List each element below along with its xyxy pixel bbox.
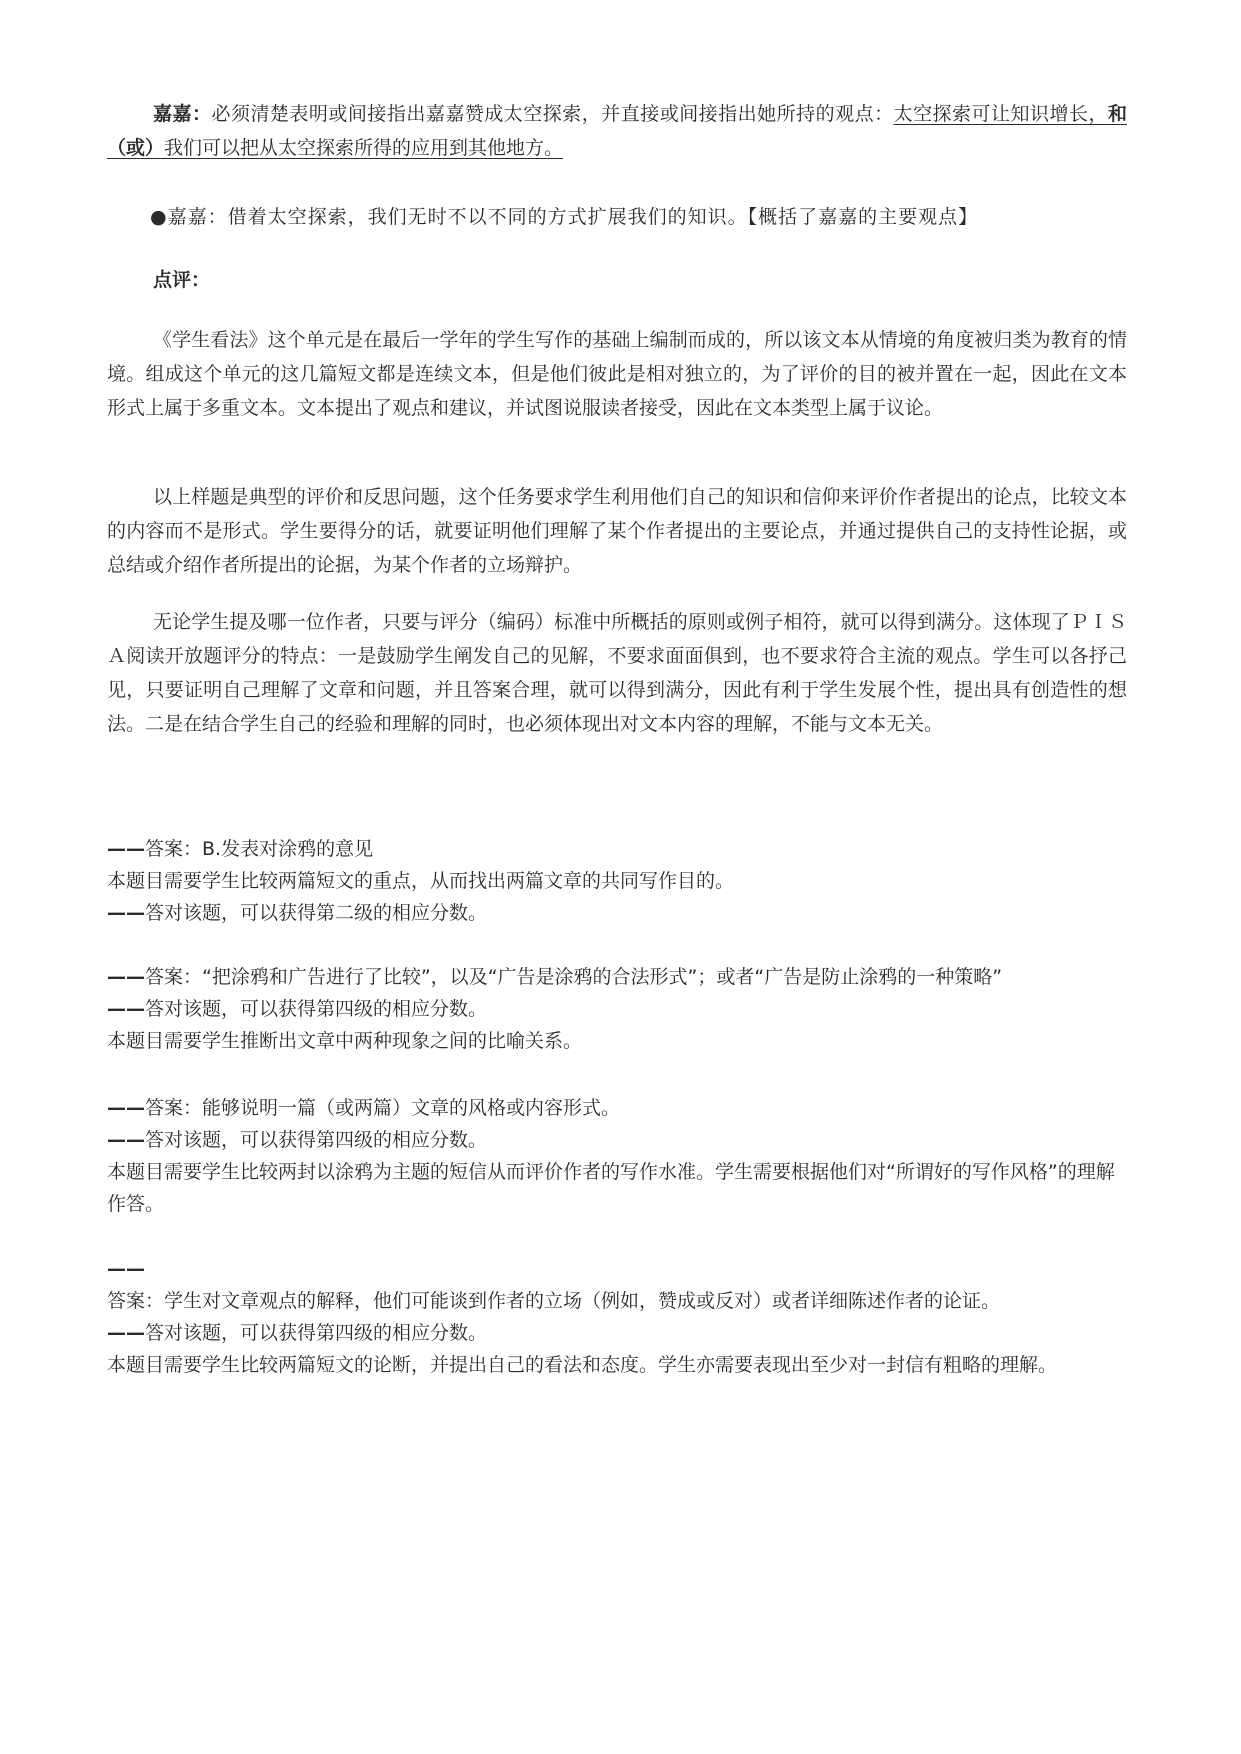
- comment-paragraph-1: 《学生看法》这个单元是在最后一学年的学生写作的基础上编制而成的，所以该文本从情境的角度被归类为教育的情境。组成这个单元的这几篇短文都是连续文本，但是他们彼此是相对独立的，为了评价的目的被并置在一起，因此在文本形式上属于多重文本。文本提出了观点和建议，并试图说服读者接受，因此在文本类型上属于议论。: [107, 329, 1127, 419]
- dash-mark: ——: [107, 902, 145, 924]
- jiajia-example-answer: [150, 200, 1130, 234]
- answer-block-2: [107, 961, 1127, 1057]
- answer-explanation: 本题目需要学生比较两篇短文的重点，从而找出两篇文章的共同写作目的。: [107, 870, 735, 892]
- dash-mark: ——: [107, 1097, 145, 1119]
- comment-heading: 点评：: [153, 269, 211, 291]
- jiajia-criteria-paragraph: [107, 97, 1127, 165]
- answer-text: 答案：B.发表对涂鸦的意见: [145, 838, 374, 860]
- comment-paragraph-2: 以上样题是典型的评价和反思问题，这个任务要求学生利用他们自己的知识和信仰来评价作者提出的论点，比较文本的内容而不是形式。学生要得分的话，就要证明他们理解了某个作者提出的主要论点，并通过提供自己的支持性论据，或总结或介绍作者所提出的论据，为某个作者的立场辩护。: [107, 486, 1127, 576]
- example-answer-text: 嘉嘉：借着太空探索，我们无时不以不同的方式扩展我们的知识。: [167, 206, 748, 228]
- speaker-label: 嘉嘉：: [153, 103, 212, 125]
- underlined-conjunction: 和（或）: [107, 103, 1127, 159]
- example-answer-note: 【概括了嘉嘉的主要观点】: [747, 206, 979, 228]
- dash-mark: ——: [107, 1258, 145, 1280]
- answer-block-4: [107, 1253, 1127, 1381]
- answer-score: 答对该题，可以获得第四级的相应分数。: [145, 1322, 488, 1344]
- answer-block-3: [107, 1092, 1127, 1220]
- answer-score: 答对该题，可以获得第四级的相应分数。: [145, 998, 488, 1020]
- answer-block-1: [107, 833, 1127, 929]
- answer-explanation: 本题目需要学生比较两封以涂鸦为主题的短信从而评价作者的写作水准。学生需要根据他们对“所谓好的写作风格”的理解作答。: [107, 1161, 1115, 1215]
- dash-mark: ——: [107, 998, 145, 1020]
- answer-text: 答案：学生对文章观点的解释，他们可能谈到作者的立场（例如，赞成或反对）或者详细陈述作者的论证。: [107, 1290, 1001, 1312]
- answer-score: 答对该题，可以获得第二级的相应分数。: [145, 902, 488, 924]
- criteria-text: 必须清楚表明或间接指出嘉嘉赞成太空探索，并直接或间接指出她所持的观点：: [211, 103, 894, 125]
- dash-mark: ——: [107, 838, 145, 860]
- answer-text: 答案：能够说明一篇（或两篇）文章的风格或内容形式。: [145, 1097, 621, 1119]
- underlined-viewpoint-a: 太空探索可让知识增长，: [893, 103, 1108, 125]
- comment-paragraph-3: 无论学生提及哪一位作者，只要与评分（编码）标准中所概括的原则或例子相符，就可以得到满分。这体现了ＰＩＳＡ阅读开放题评分的特点：一是鼓励学生阐发自己的见解，不要求面面俱到，也不要求符合主流的观点。学生可以各抒己见，只要证明自己理解了文章和问题，并且答案合理，就可以得到满分，因此有利于学生发展个性，提出具有创造性的想法。二是在结合学生自己的经验和理解的同时，也必须体现出对文本内容的理解，不能与文本无关。: [107, 611, 1127, 735]
- dash-mark: ——: [107, 1322, 145, 1344]
- underlined-viewpoint-b: 我们可以把从太空探索所得的应用到其他地方。: [164, 137, 564, 159]
- answer-explanation: 本题目需要学生比较两篇短文的论断，并提出自己的看法和态度。学生亦需要表现出至少对一封信有粗略的理解。: [107, 1354, 1058, 1376]
- dash-mark: ——: [107, 966, 145, 988]
- dash-mark: ——: [107, 1129, 145, 1151]
- bullet-icon: ●: [150, 206, 168, 228]
- answer-score: 答对该题，可以获得第四级的相应分数。: [145, 1129, 488, 1151]
- answer-text: 答案：“把涂鸦和广告进行了比较”，以及“广告是涂鸦的合法形式”；或者“广告是防止涂鸦的一种策略”: [145, 966, 1003, 988]
- answer-explanation: 本题目需要学生推断出文章中两种现象之间的比喻关系。: [107, 1030, 583, 1052]
